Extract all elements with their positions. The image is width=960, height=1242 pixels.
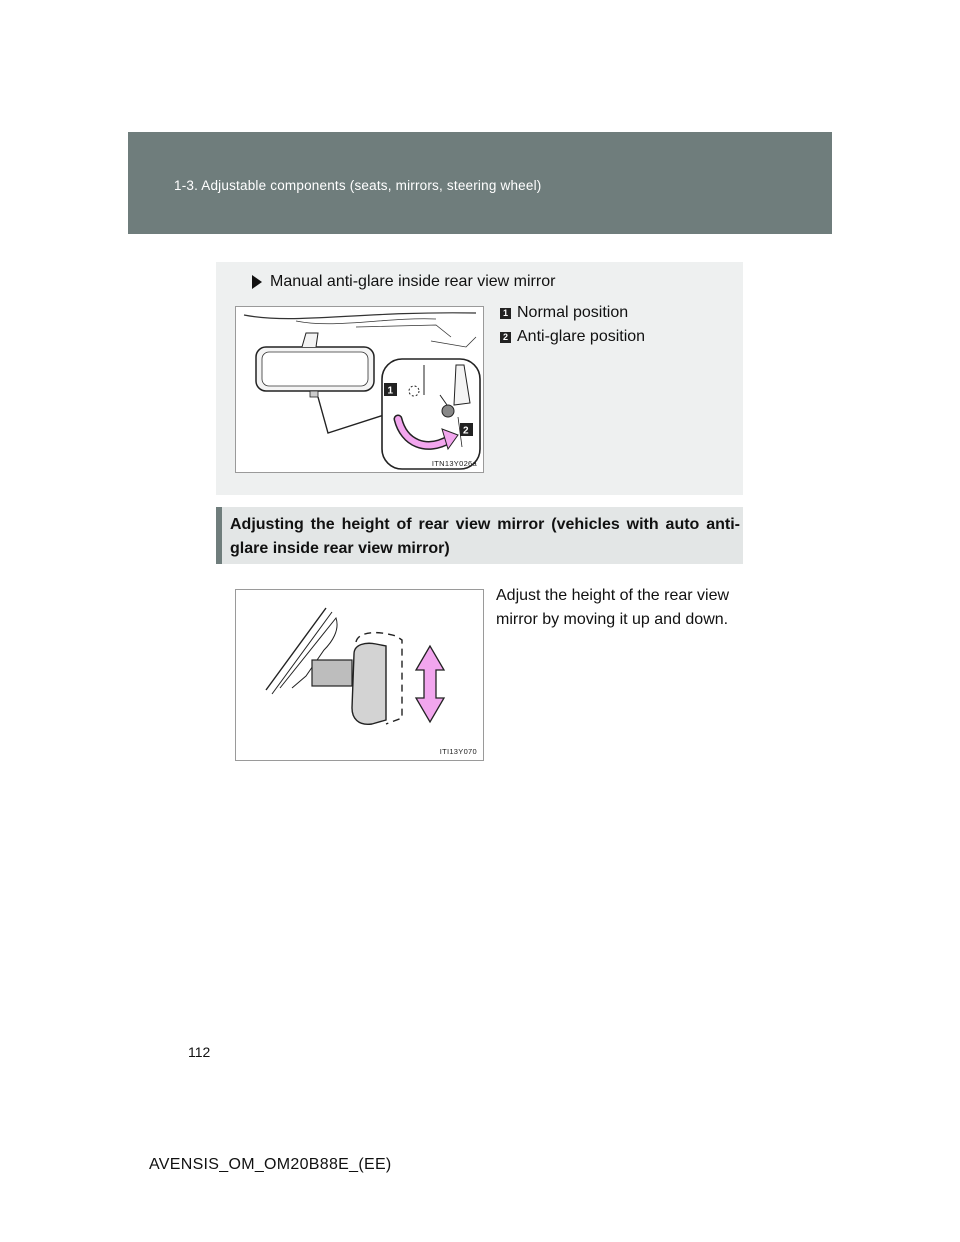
document-code: AVENSIS_OM_OM20B88E_(EE)	[149, 1156, 392, 1173]
callout-normal-position	[500, 304, 628, 322]
manual-mirror-illustration	[235, 306, 484, 473]
panel-heading	[252, 273, 555, 291]
body-paragraph: Adjust the height of the rear view mirror by moving it up and down.	[496, 587, 730, 628]
number-badge-2: 2	[500, 332, 511, 343]
figure-code: ITN13Y026a	[431, 459, 477, 468]
section-heading	[216, 507, 743, 564]
callout-anti-glare-position	[500, 328, 645, 346]
mirror-height-drawing	[236, 590, 483, 760]
mirror-height-illustration	[235, 589, 484, 761]
callout-label: Normal position	[517, 304, 629, 321]
number-badge-1: 1	[500, 308, 511, 319]
panel-heading-text: Manual anti-glare inside rear view mirror	[270, 273, 556, 290]
bullet-triangle-icon	[252, 275, 262, 289]
svg-text:1: 1	[387, 385, 394, 397]
figure-code: ITI13Y070	[439, 747, 477, 756]
manual-anti-glare-panel	[216, 262, 743, 495]
svg-text:2: 2	[463, 425, 469, 437]
page-number: 112	[188, 1044, 211, 1060]
header-bar	[128, 132, 832, 234]
manual-mirror-drawing	[236, 307, 483, 472]
section-heading-text: Adjusting the height of rear view mirror (vehicles with auto anti-glare inside rear view mirror)	[230, 516, 740, 557]
callout-label: Anti-glare position	[517, 328, 646, 345]
section-title: 1-3. Adjustable components (seats, mirrors, steering wheel)	[174, 178, 542, 193]
